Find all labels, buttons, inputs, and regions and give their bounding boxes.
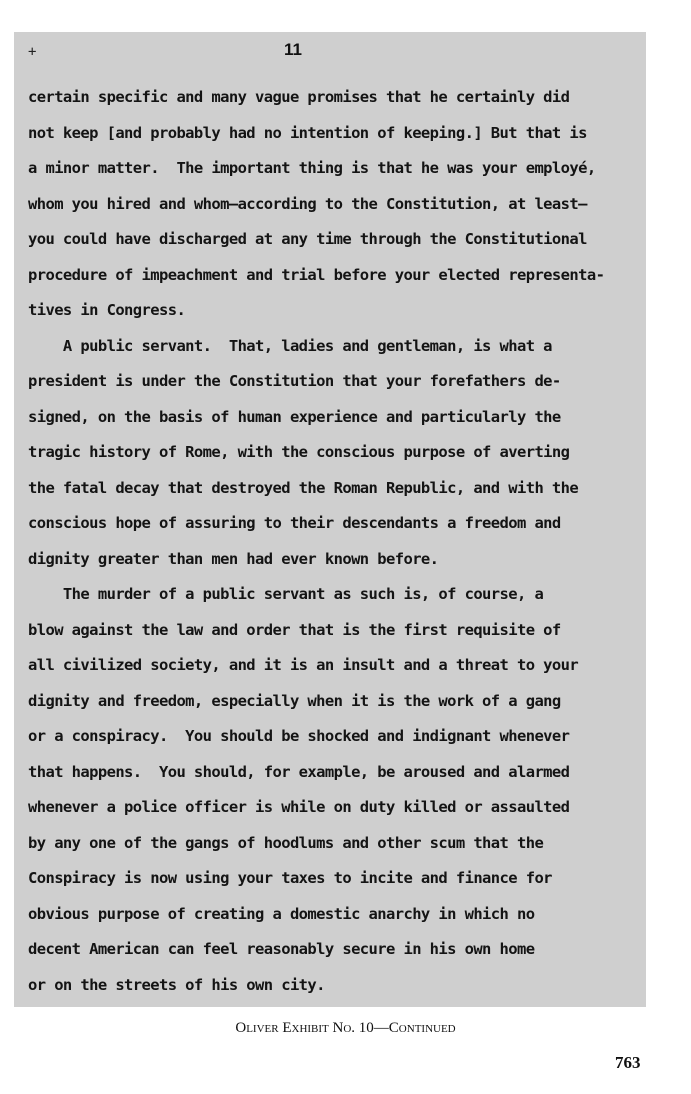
plus-mark: + xyxy=(28,44,37,60)
text-line: conscious hope of assuring to their descendants a freedom and xyxy=(28,514,561,532)
text-line: or on the streets of his own city. xyxy=(28,975,325,994)
text-line: not keep [and probably had no intention of keeping.] But that is xyxy=(28,123,587,142)
text-line: tragic history of Rome, with the conscious purpose of averting xyxy=(28,443,570,461)
text-line: dignity greater than men had ever known before. xyxy=(28,549,439,568)
text-line: Conspiracy is now using your taxes to incite and finance for xyxy=(28,869,552,887)
text-line: tives in Congress. xyxy=(28,301,186,319)
text-line: whom you hired and whom—according to the Constitution, at least— xyxy=(28,194,587,213)
text-line: A public servant. That, ladies and gentleman, is what a xyxy=(28,336,552,355)
text-line: signed, on the basis of human experience and particularly the xyxy=(28,407,561,426)
text-line: the fatal decay that destroyed the Roman Republic, and with the xyxy=(28,478,579,497)
folio-number: 763 xyxy=(615,1053,641,1072)
text-line: or a conspiracy. You should be shocked and indignant whenever xyxy=(28,727,570,745)
text-line: blow against the law and order that is the first requisite of xyxy=(28,620,561,639)
text-line: president is under the Constitution that your forefathers de- xyxy=(28,372,561,390)
text-line: all civilized society, and it is an insult and a threat to your xyxy=(28,656,579,674)
text-line: dignity and freedom, especially when it is the work of a gang xyxy=(28,691,561,710)
text-line: a minor matter. The important thing is that he was your employé, xyxy=(28,159,596,177)
text-line: The murder of a public servant as such is, of course, a xyxy=(28,585,544,603)
exhibit-caption: Oliver Exhibit No. 10—Continued xyxy=(235,1020,456,1036)
text-line: that happens. You should, for example, be aroused and alarmed xyxy=(28,762,570,781)
text-line: you could have discharged at any time through the Constitutional xyxy=(28,230,587,248)
text-line: whenever a police officer is while on duty killed or assaulted xyxy=(28,798,570,816)
page-number: 11 xyxy=(284,40,302,59)
text-line: certain specific and many vague promises that he certainly did xyxy=(28,88,570,106)
text-line: procedure of impeachment and trial before your elected representa- xyxy=(28,265,605,284)
text-line: decent American can feel reasonably secure in his own home xyxy=(28,940,535,958)
text-line: obvious purpose of creating a domestic anarchy in which no xyxy=(28,904,535,923)
typed-text xyxy=(28,80,642,1003)
text-line: by any one of the gangs of hoodlums and other scum that the xyxy=(28,833,544,852)
